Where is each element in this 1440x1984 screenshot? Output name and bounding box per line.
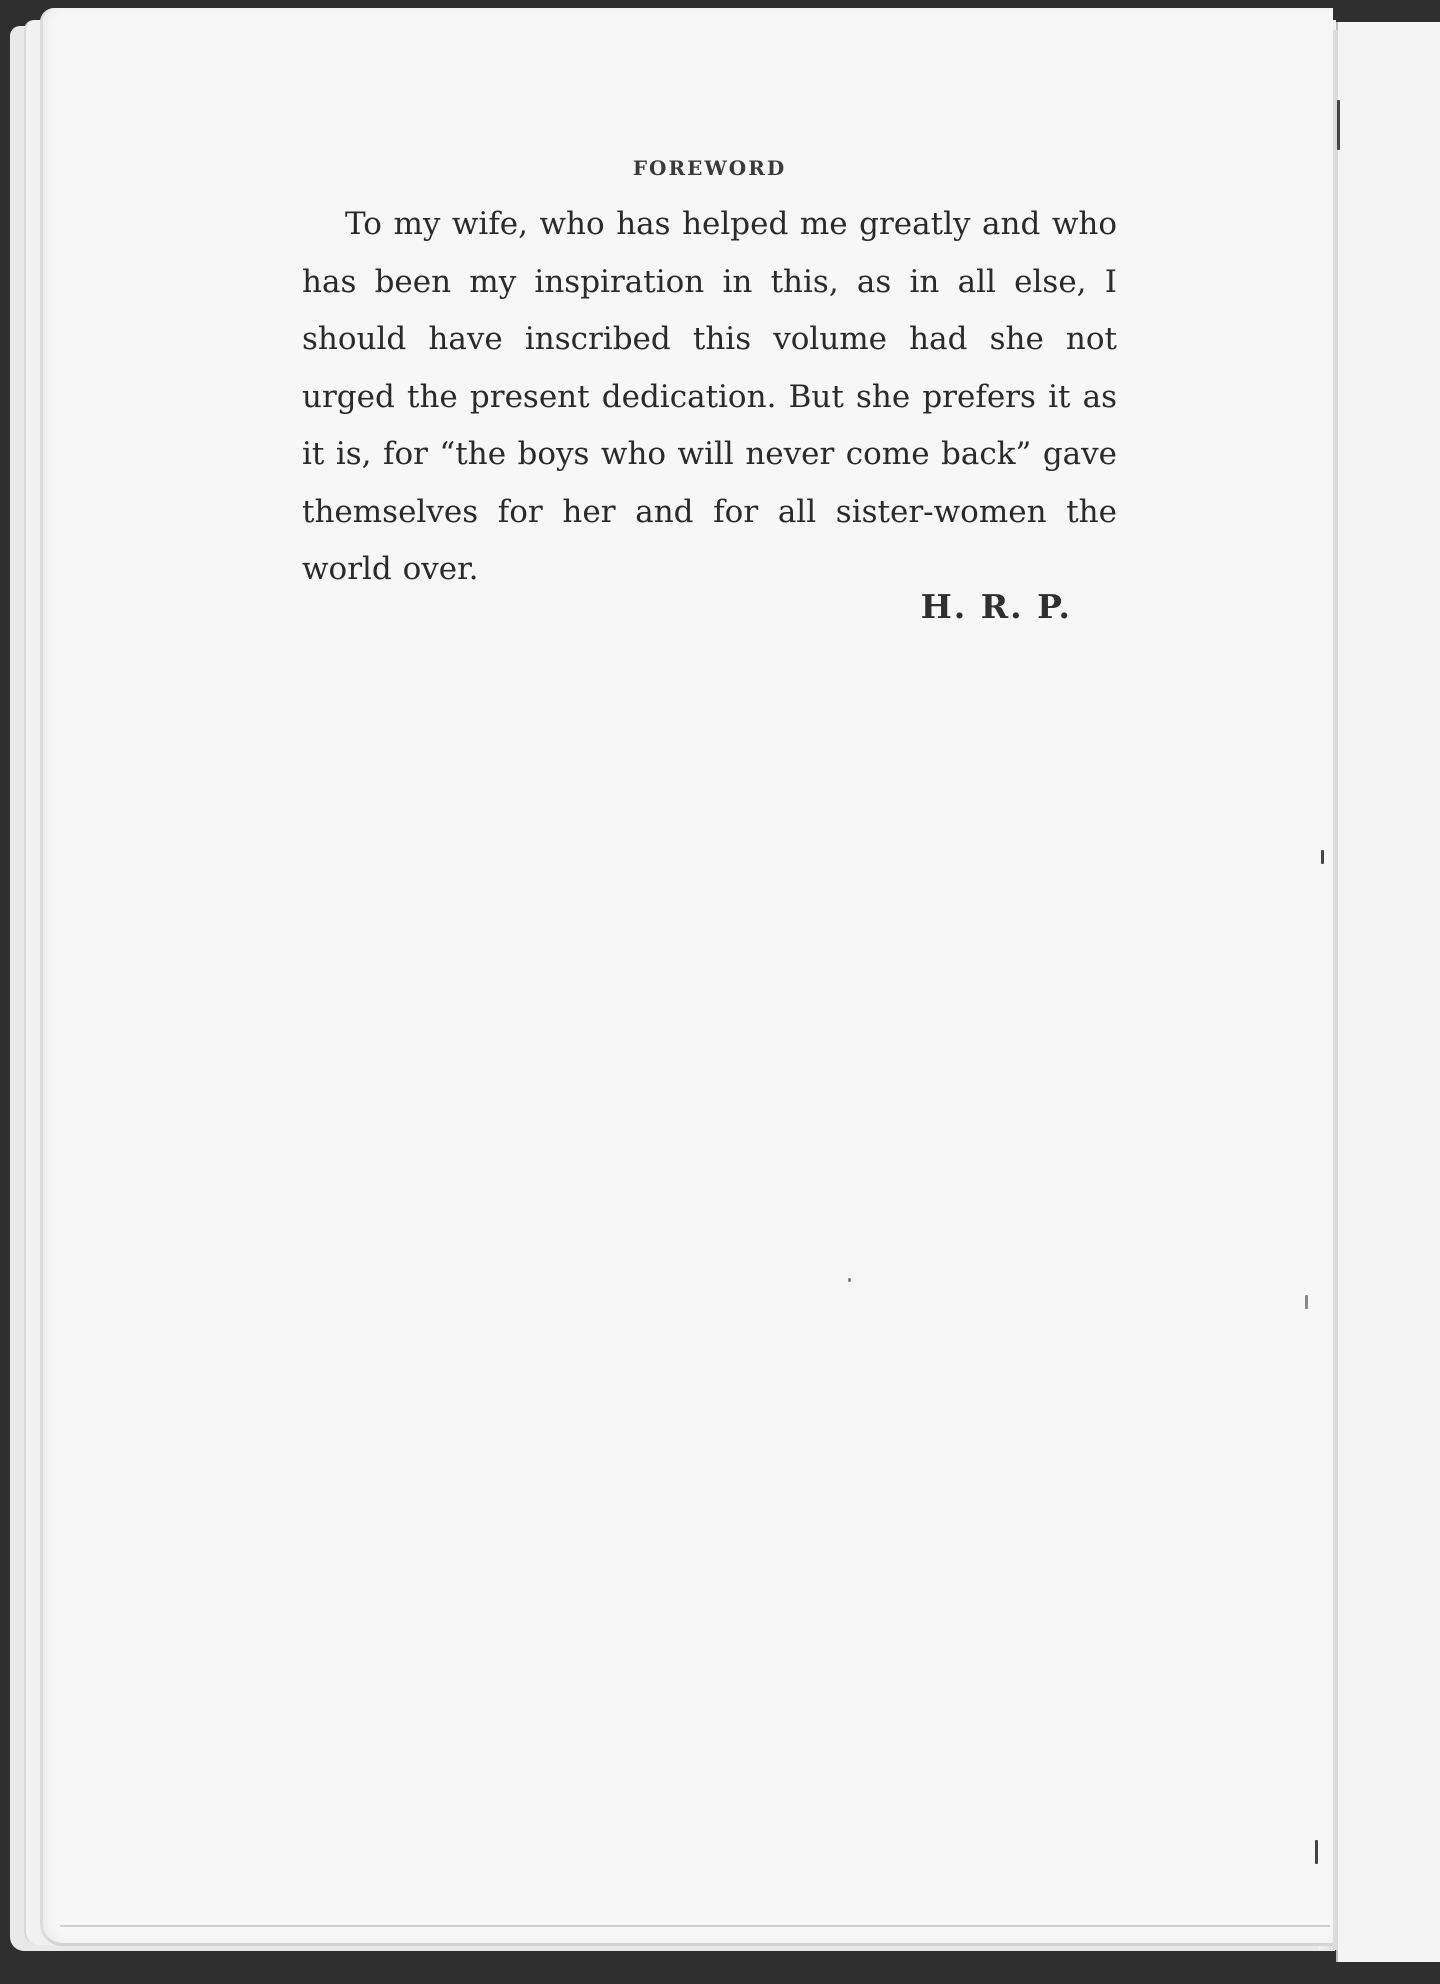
edge-mark [1305, 1295, 1308, 1309]
foreword-paragraph: To my wife, who has helped me greatly and who has been my inspiration in this, as in all else, I should have inscribed this volume had she not urged the present dedication. But she prefers it as it is, for “the boys who will never come back” gave themselves for her and for all sister-women the world over. [302, 206, 1117, 587]
author-initials: H. R. P. [920, 586, 1072, 626]
page-bottom-edge [60, 1925, 1330, 1927]
paper-speck [848, 1278, 851, 1282]
section-heading: FOREWORD [632, 156, 787, 180]
foreword-section [302, 150, 1117, 626]
adjacent-page [1336, 22, 1440, 1962]
edge-mark [1315, 1840, 1318, 1864]
edge-mark [1321, 850, 1324, 864]
edge-mark [1337, 100, 1340, 150]
